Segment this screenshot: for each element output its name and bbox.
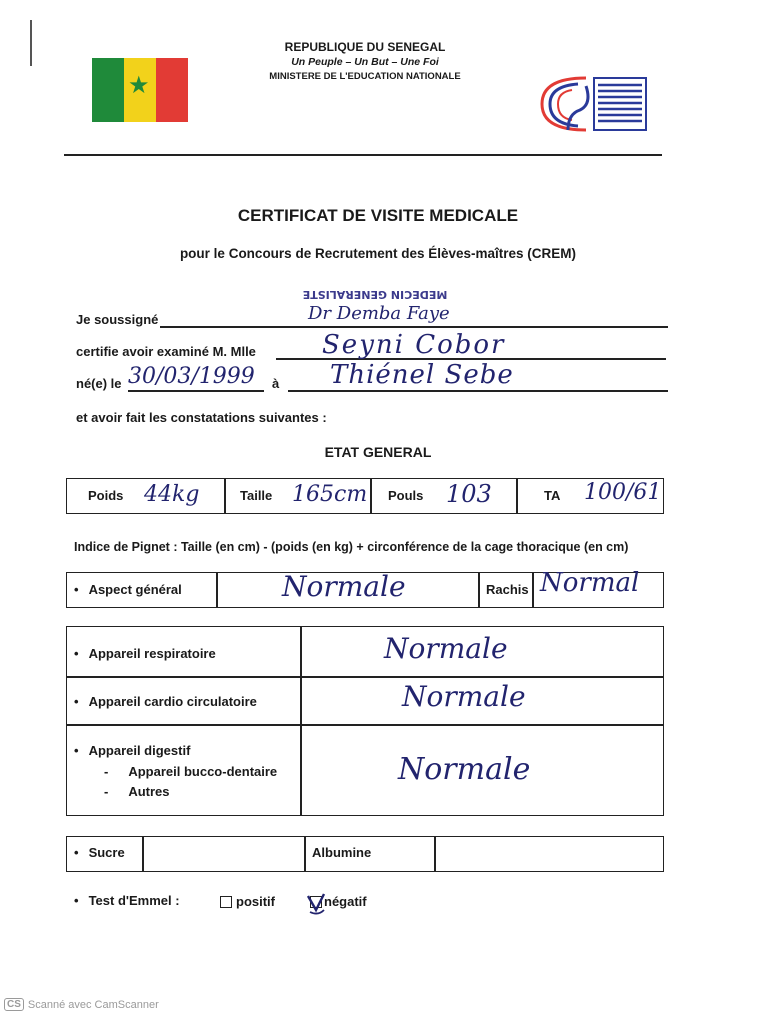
taille-label: Taille <box>240 488 273 503</box>
poids-label: Poids <box>88 488 124 503</box>
respiratoire-value: Normale <box>384 632 508 665</box>
pouls-value: 103 <box>446 480 492 508</box>
camscanner-watermark <box>4 998 159 1011</box>
autres-text: Autres <box>128 784 170 799</box>
positif-label: positif <box>236 894 275 909</box>
constatations-text: et avoir fait les constatations suivantes : <box>76 410 327 425</box>
a-label: à <box>272 376 280 391</box>
header-ministry: MINISTERE DE L'EDUCATION NATIONALE <box>269 71 461 82</box>
pouls-label: Pouls <box>388 488 424 503</box>
flag-star-icon: ★ <box>128 72 150 99</box>
digestif-value: Normale <box>398 752 531 787</box>
cardio-label: • Appareil cardio circulatoire <box>74 694 257 709</box>
etat-general-heading: ETAT GENERAL <box>324 444 432 460</box>
ta-value: 100/61 <box>584 480 662 505</box>
cardio-value: Normale <box>402 680 526 713</box>
header-divider <box>64 154 662 156</box>
page-subtitle: pour le Concours de Recrutement des Élèves-maîtres (CREM) <box>179 246 577 261</box>
a-line <box>288 390 668 392</box>
positif-checkbox[interactable] <box>220 896 232 908</box>
digestif-label: • Appareil digestif <box>74 743 190 758</box>
rachis-label: Rachis <box>486 582 529 597</box>
camscanner-text: Scanné avec CamScanner <box>27 998 159 1011</box>
ne-label: né(e) le <box>76 376 122 391</box>
bucco-label: - Appareil bucco-dentaire <box>104 764 278 779</box>
soussigne-line <box>160 326 668 328</box>
scan-margin-mark <box>30 20 32 66</box>
ne-line <box>128 390 264 392</box>
autres-label: - Autres <box>104 784 170 799</box>
ta-label: TA <box>544 488 561 503</box>
examine-label: certifie avoir examiné M. Mlle <box>76 344 256 359</box>
header-country: REPUBLIQUE DU SENEGAL <box>284 40 446 54</box>
albumine-label: Albumine <box>312 845 372 860</box>
negatif-label: négatif <box>324 894 367 909</box>
emmel-label: • Test d'Emmel : <box>74 893 180 908</box>
senegal-flag <box>92 58 188 122</box>
aspect-value: Normale <box>282 570 406 603</box>
camscanner-logo-icon: CS <box>4 998 24 1011</box>
soussigne-label: Je soussigné <box>76 312 159 327</box>
taille-value: 165cm <box>292 482 368 507</box>
bucco-text: Appareil bucco-dentaire <box>128 764 278 779</box>
page-title: CERTIFICAT DE VISITE MEDICALE <box>237 206 519 225</box>
a-value: Thiénel Sebe <box>330 360 514 390</box>
sucre-label: • Sucre <box>74 845 125 860</box>
aspect-label: • Aspect général <box>74 582 182 597</box>
ministry-logo-icon <box>528 74 650 132</box>
pignet-formula: Indice de Pignet : Taille (en cm) - (poids (en kg) + circonférence de la cage thoracique (en cm) <box>74 540 629 554</box>
rachis-value: Normal <box>540 568 640 598</box>
examine-value: Seyni Cobor <box>322 330 506 360</box>
poids-value: 44kg <box>144 482 200 507</box>
doctor-stamp: MEDECIN GENERALISTE <box>302 288 448 301</box>
respiratoire-label: • Appareil respiratoire <box>74 646 216 661</box>
header-motto: Un Peuple – Un But – Une Foi <box>291 56 439 68</box>
soussigne-value: Dr Demba Faye <box>308 303 450 324</box>
ne-value: 30/03/1999 <box>128 364 255 389</box>
